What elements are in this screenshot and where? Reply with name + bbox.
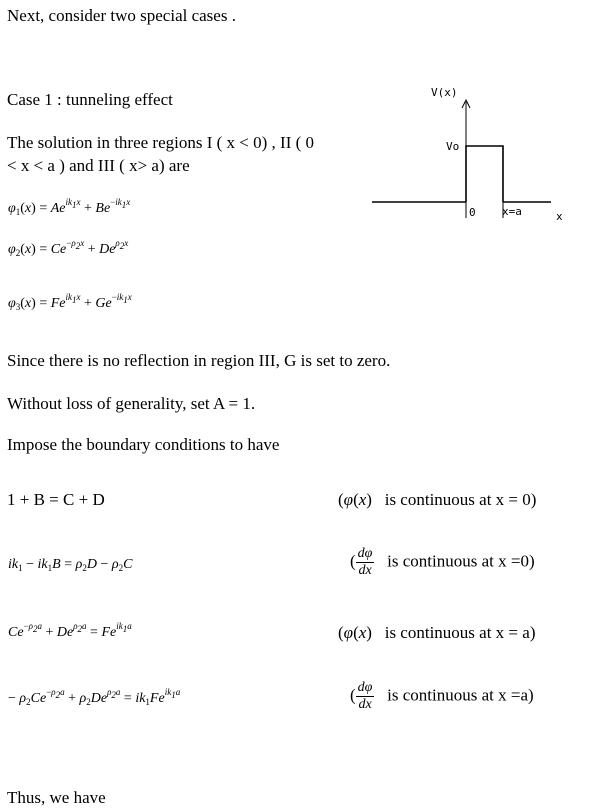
phi1-equation: $\varphi_1(x) = Ae^{ik_1x} + Be^{-ik_1x}$: [8, 197, 131, 217]
generality-text: Without loss of generality, set A = 1.: [7, 394, 256, 413]
a-label: x=a: [502, 205, 522, 218]
bc1-condition: (φ(x) is continuous at x = 0): [338, 490, 537, 509]
solution-text-line1: The solution in three regions I ( x < 0) , II ( 0: [7, 133, 315, 152]
zero-label: 0: [469, 206, 476, 219]
no-reflection-text: Since there is no reflection in region III, G is set to zero.: [7, 351, 391, 370]
v0-label: Vo: [446, 140, 460, 153]
potential-barrier-graph: [366, 70, 576, 230]
phi3-equation: $\varphi_3(x) = Fe^{ik_1x} + Ge^{-ik_1x}$: [8, 292, 132, 312]
bc3-condition-text: is continuous at x = a): [384, 623, 536, 642]
bc2-condition: ( $\frac{d\varphi}{dx}$ is continuous at x =0): [350, 546, 535, 578]
phi2-equation: $\varphi_2(x) = Ce^{-\rho_2x} + De^{\rho_2x}$: [8, 238, 129, 258]
bc3-condition: (φ(x) is continuous at x = a): [338, 623, 536, 642]
x-axis-label: x: [556, 210, 563, 223]
bc3-equation: $Ce^{-\rho_2a} + De^{\rho_2a} = Fe^{ik_1a}$: [8, 621, 132, 640]
barrier-outline: [466, 146, 503, 202]
bc4-equation: − $\rho_2Ce^{-\rho_2a} + \rho_2De^{\rho_2a} = ik_1Fe^{ik_1a}$: [8, 687, 181, 707]
bc1-condition-text: is continuous at x = 0): [384, 490, 537, 509]
solution-text-line2: < x < a ) and III ( x> a) are: [7, 156, 190, 175]
bc4-condition-text: is continuous at x =a): [387, 685, 534, 705]
bc2-condition-text: is continuous at x =0): [387, 551, 535, 571]
case-heading: Case 1 : tunneling effect: [7, 90, 173, 109]
intro-text: Next, consider two special cases .: [7, 6, 236, 25]
bc1-equation: 1 + B = C + D: [7, 490, 105, 509]
y-axis-label: V(x): [431, 86, 458, 99]
impose-text: Impose the boundary conditions to have: [7, 435, 280, 454]
bc2-equation: $ik_1 - ik_1B = \rho_2D - \rho_2C$: [8, 557, 133, 573]
bc4-condition: ( $\frac{d\varphi}{dx}$ is continuous at x =a): [350, 680, 534, 712]
thus-text: Thus, we have: [7, 788, 106, 807]
